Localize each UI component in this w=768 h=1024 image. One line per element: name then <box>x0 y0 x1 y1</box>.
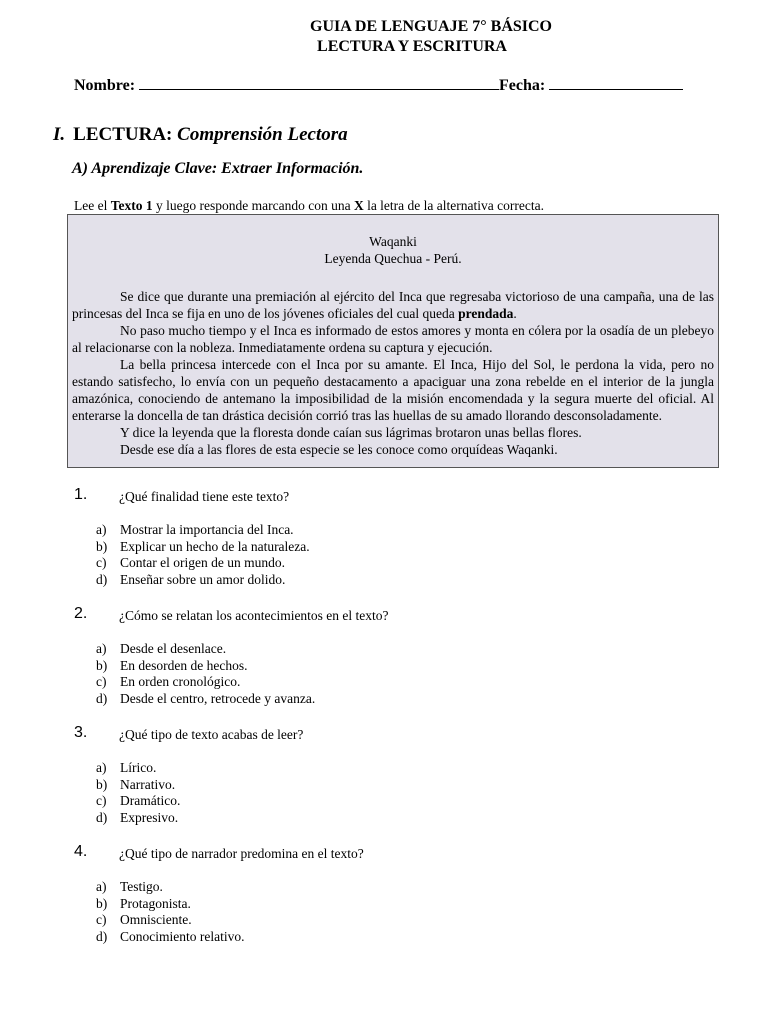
reading-paragraph-5: Desde ese día a las flores de esta especie se les conoce como orquídeas Waqanki. <box>120 442 558 457</box>
instructions-part2: y luego responde marcando con una <box>152 198 354 213</box>
option-b[interactable]: b) Narrativo. <box>96 776 176 792</box>
name-label: Nombre: <box>74 77 136 94</box>
question-4-options <box>96 879 244 946</box>
instructions-part1: Lee el <box>74 198 111 213</box>
option-c[interactable]: c) Dramático. <box>96 793 181 809</box>
option-a[interactable]: a) Mostrar la importancia del Inca. <box>96 522 294 537</box>
instructions-mark: X <box>353 198 364 213</box>
section-number: I. <box>53 124 66 145</box>
date-label: Fecha: <box>499 77 546 94</box>
option-d[interactable]: d) Conocimiento relativo. <box>96 929 245 945</box>
question-1-options <box>96 522 310 589</box>
reading-text-box <box>67 214 719 468</box>
option-d[interactable]: d) Enseñar sobre un amor dolido. <box>96 572 286 588</box>
name-date-line <box>74 77 683 95</box>
instructions <box>74 198 544 214</box>
option-a[interactable]: a) Desde el desenlace. <box>96 641 227 656</box>
reading-paragraph-2: No paso mucho tiempo y el Inca es informado de estos amores y monta en cólera por la osadía de un plebeyo al relacionarse con la nobleza. Inmediatamente ordena su captura y ejecución. <box>72 323 714 355</box>
option-c[interactable]: c) En orden cronológico. <box>96 674 241 690</box>
reading-paragraph-1 <box>72 288 714 322</box>
question-number: 4. <box>74 843 88 860</box>
question-text: ¿Qué tipo de texto acabas de leer? <box>119 727 304 742</box>
question-text: ¿Cómo se relatan los acontecimientos en el texto? <box>119 608 389 623</box>
question-2-options <box>96 641 315 708</box>
option-d[interactable]: d) Expresivo. <box>96 810 179 826</box>
question-text: ¿Qué tipo de narrador predomina en el texto? <box>119 846 364 861</box>
option-b[interactable]: b) Protagonista. <box>96 895 191 911</box>
option-b[interactable]: b) En desorden de hechos. <box>96 657 248 673</box>
instructions-part3: la letra de la alternativa correcta. <box>363 198 544 213</box>
question-text: ¿Qué finalidad tiene este texto? <box>119 489 290 504</box>
option-b[interactable]: b) Explicar un hecho de la naturaleza. <box>96 538 310 554</box>
option-d[interactable]: d) Desde el centro, retrocede y avanza. <box>96 691 316 707</box>
document-title: GUIA DE LENGUAJE 7° BÁSICO <box>310 18 552 35</box>
question-number: 1. <box>74 486 88 503</box>
option-a[interactable]: a) Testigo. <box>96 879 163 894</box>
reading-paragraph-3: La bella princesa intercede con el Inca por su amante. El Inca, Hijo del Sol, le perdona la vida, pero no estando satisfecho, lo envía con un pequeño destacamento a apaciguar una zona rebelde en el interior de la jungla amazónica, conociendo de antemano la imposibilidad de la misión encomendada y la segura muerte del oficial. Al enterarse la doncella de tan drástica decisión corrió tras las huellas de su amado llorando desconsoladamente. <box>72 357 714 423</box>
question-number: 3. <box>74 724 88 741</box>
reading-subtitle: Leyenda Quechua - Perú. <box>324 251 462 266</box>
section-subtitle: Comprensión Lectora <box>177 124 348 145</box>
reading-title: Waqanki <box>369 234 417 249</box>
section-heading <box>53 124 348 146</box>
paragraph-1-bold-word: prendada <box>458 306 514 321</box>
name-field[interactable] <box>139 77 499 90</box>
document-subtitle: LECTURA Y ESCRITURA <box>317 38 507 55</box>
reading-paragraph-4: Y dice la leyenda que la floresta donde caían sus lágrimas brotaron unas bellas flores. <box>120 425 582 440</box>
paragraph-1-end: . <box>513 306 517 321</box>
section-title: LECTURA: <box>73 124 173 145</box>
option-c[interactable]: c) Omnisciente. <box>96 912 192 928</box>
option-a[interactable]: a) Lírico. <box>96 760 157 775</box>
instructions-text-ref: Texto 1 <box>110 198 153 213</box>
reading-body <box>72 288 714 458</box>
question-3-options <box>96 760 180 827</box>
option-c[interactable]: c) Contar el origen de un mundo. <box>96 555 285 571</box>
date-field[interactable] <box>549 77 683 90</box>
question-number: 2. <box>74 605 88 622</box>
subsection-heading: A) Aprendizaje Clave: Extraer Información. <box>72 160 364 177</box>
paragraph-1-text: Se dice que durante una premiación al ejército del Inca que regresaba victorioso de una campaña, una de las princesas del Inca se fija en uno de los jóvenes oficiales del cual queda <box>72 289 714 321</box>
